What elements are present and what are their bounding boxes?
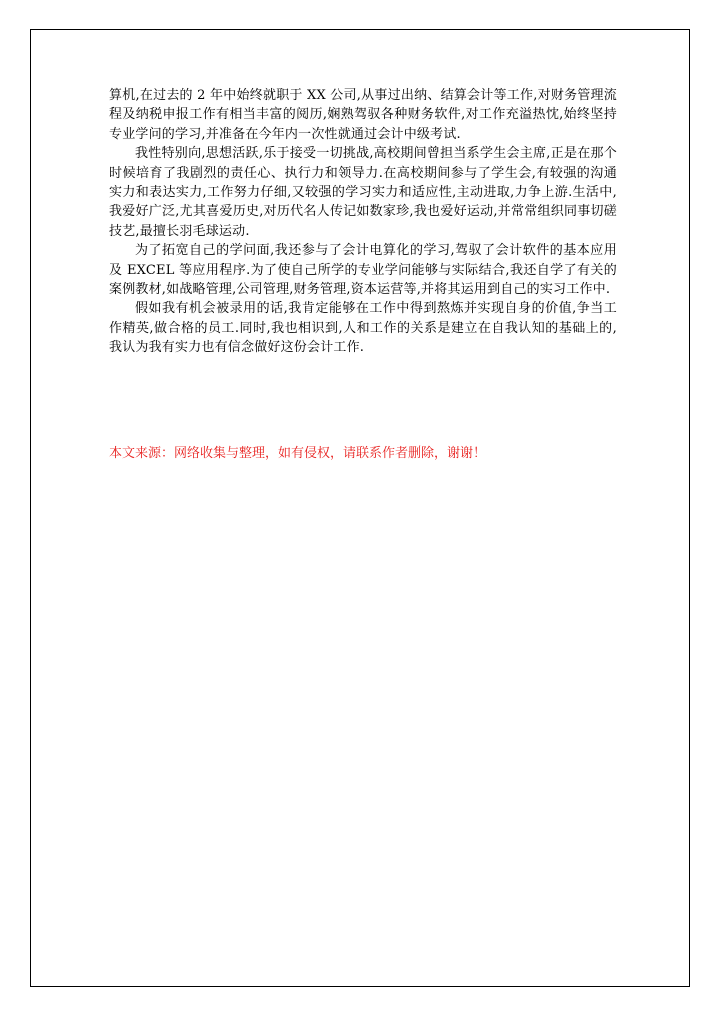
paragraph-2: 我性特别向,思想活跃,乐于接受一切挑战,高校期间曾担当系学生会主席,正是在那个时候培育了我剧烈的责任心、执行力和领导力.在高校期间参与了学生会,有较强的沟通实力和表达实力,工作努力仔细,又较强的学习实力和适应性,主动进取,力争上游.生活中,我爱好广泛,尤其喜爱历史,对历代名人传记如数家珍,我也爱好运动,并常常组织同事切磋技艺,最擅长羽毛球运动.	[109, 146, 617, 239]
source-note: 本文来源：网络收集与整理，如有侵权，请联系作者删除，谢谢！	[109, 446, 487, 461]
paragraph-3: 为了拓宽自己的学问面,我还参与了会计电算化的学习,驾驭了会计软件的基本应用及 EXCEL 等应用程序.为了使自己所学的专业学问能够与实际结合,我还自学了有关的案例教材,如战略管理,公司管理,财务管理,资本运营等,并将其运用到自己的实习工作中.	[109, 243, 617, 298]
document-body	[109, 86, 617, 358]
paragraph-4: 假如我有机会被录用的话,我肯定能够在工作中得到熬炼并实现自身的价值,争当工作精英,做合格的员工.同时,我也相识到,人和工作的关系是建立在自我认知的基础上的,我认为我有实力也有信念做好这份会计工作.	[109, 301, 617, 356]
paragraph-1: 算机,在过去的 2 年中始终就职于 XX 公司,从事过出纳、结算会计等工作,对财务管理流程及纳税申报工作有相当丰富的阅历,娴熟驾驭各种财务软件,对工作充溢热忱,始终坚持专业学问的学习,并准备在今年内一次性就通过会计中级考试.	[109, 88, 617, 142]
